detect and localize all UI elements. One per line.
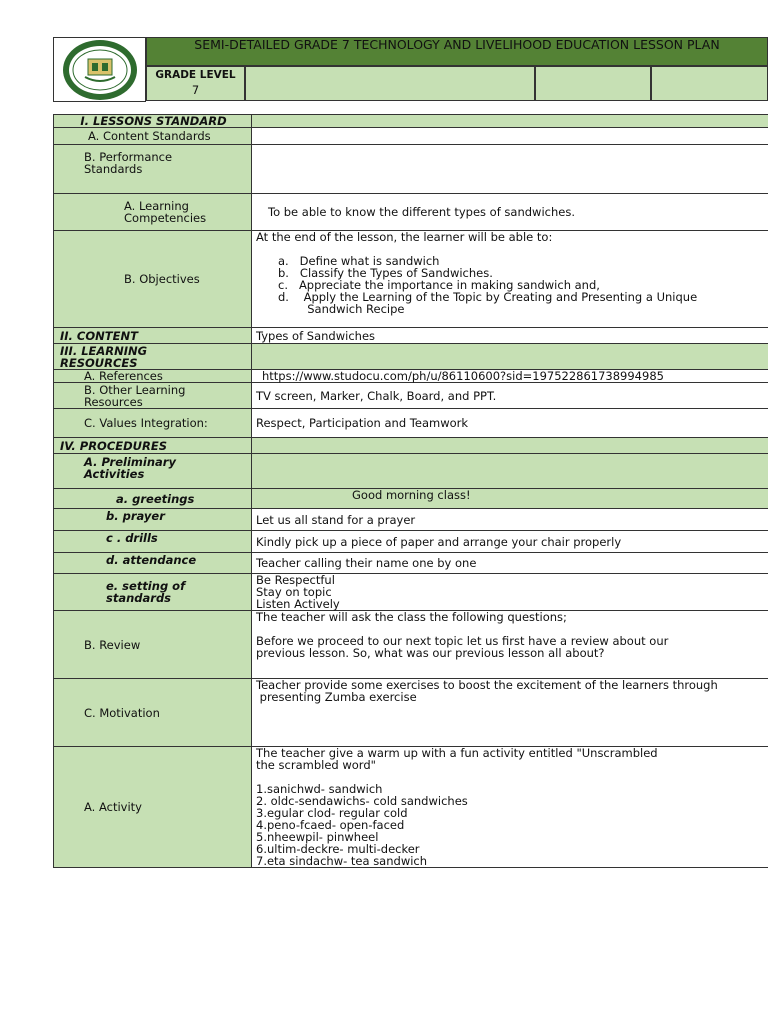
activity-value: The teacher give a warm up with a fun activity entitled "Unscrambled the scrambled word" 1.sanichwd- sandwich 2. oldc-sendawichs- cold sandwiches 3.egular clod- regular cold 4.peno-fcaed- open-faced 5.nheewpil- pinwheel 6.ultim-deckre- multi-decker 7.eta sindachw- tea sandwich [252, 747, 768, 868]
objective-item: a. Define what is sandwich [278, 254, 440, 268]
label-references: A. References [54, 370, 252, 383]
label-motivation: C. Motivation [54, 679, 252, 747]
label-greetings: a. greetings [54, 489, 252, 509]
standards-value: Be Respectful Stay on topic Listen Actively [252, 574, 768, 611]
label-attendance: d. attendance [54, 553, 252, 574]
objective-item: b. Classify the Types of Sandwiches. [278, 266, 493, 280]
label-setting-of-standards: e. setting of standards [54, 574, 252, 611]
objectives-value: At the end of the lesson, the learner will be able to: a. Define what is sandwich b. Classify the Types of Sandwiches. c. Appreciate the importance in making sandwich and, d. Apply the Learning of the Topic by Creating and Presenting a Unique Sandwich Recipe [252, 231, 768, 328]
header-blank-cell-1 [245, 66, 535, 101]
greetings-value: Good morning class! [252, 489, 768, 509]
section-learning-resources: III. LEARNING RESOURCES [54, 344, 252, 370]
objective-item: c. Appreciate the importance in making sandwich and, [278, 278, 600, 292]
label-objectives: B. Objectives [54, 231, 252, 328]
label-learning-competencies: A. Learning Competencies [54, 194, 252, 231]
label-other-learning-resources: B. Other Learning Resources [54, 383, 252, 409]
label-prayer: b. prayer [54, 509, 252, 531]
label-drills: c . drills [54, 531, 252, 553]
header-blank-cell-3 [651, 66, 768, 101]
label-activity: A. Activity [54, 747, 252, 868]
content-value: Types of Sandwiches [252, 328, 768, 344]
lesson-plan-table [53, 114, 768, 868]
other-resources-value: TV screen, Marker, Chalk, Board, and PPT. [252, 383, 768, 409]
school-logo-cell [53, 37, 146, 102]
school-seal-icon [61, 39, 139, 101]
label-content-standards: A. Content Standards [54, 128, 252, 145]
attendance-value: Teacher calling their name one by one [252, 553, 768, 574]
label-values-integration: C. Values Integration: [54, 409, 252, 438]
label-performance-standards: B. Performance Standards [54, 145, 252, 194]
section-content: II. CONTENT [54, 328, 252, 344]
motivation-value: Teacher provide some exercises to boost the excitement of the learners through presenting Zumba exercise [252, 679, 768, 747]
label-preliminary-activities: A. Preliminary Activities [54, 454, 252, 489]
objective-item: Sandwich Recipe [278, 302, 405, 316]
references-value: https://www.studocu.com/ph/u/86110600?sid=197522861738994985 [252, 370, 768, 383]
header-blank-cell-2 [535, 66, 651, 101]
lesson-plan-title: SEMI-DETAILED GRADE 7 TECHNOLOGY AND LIVELIHOOD EDUCATION LESSON PLAN [146, 37, 768, 66]
learning-competencies-value: To be able to know the different types of sandwiches. [252, 194, 768, 231]
section-lessons-standard: I. LESSONS STANDARD [54, 115, 252, 128]
grade-level-cell: GRADE LEVEL 7 [146, 66, 245, 101]
objectives-list [256, 255, 765, 315]
section-procedures: IV. PROCEDURES [54, 438, 252, 454]
values-integration-value: Respect, Participation and Teamwork [252, 409, 768, 438]
review-value: The teacher will ask the class the following questions; Before we proceed to our next topic let us first have a review about our previous lesson. So, what was our previous lesson all about? [252, 611, 768, 679]
label-review: B. Review [54, 611, 252, 679]
prayer-value: Let us all stand for a prayer [252, 509, 768, 531]
drills-value: Kindly pick up a piece of paper and arrange your chair properly [252, 531, 768, 553]
objective-item: d. Apply the Learning of the Topic by Creating and Presenting a Unique [278, 290, 698, 304]
